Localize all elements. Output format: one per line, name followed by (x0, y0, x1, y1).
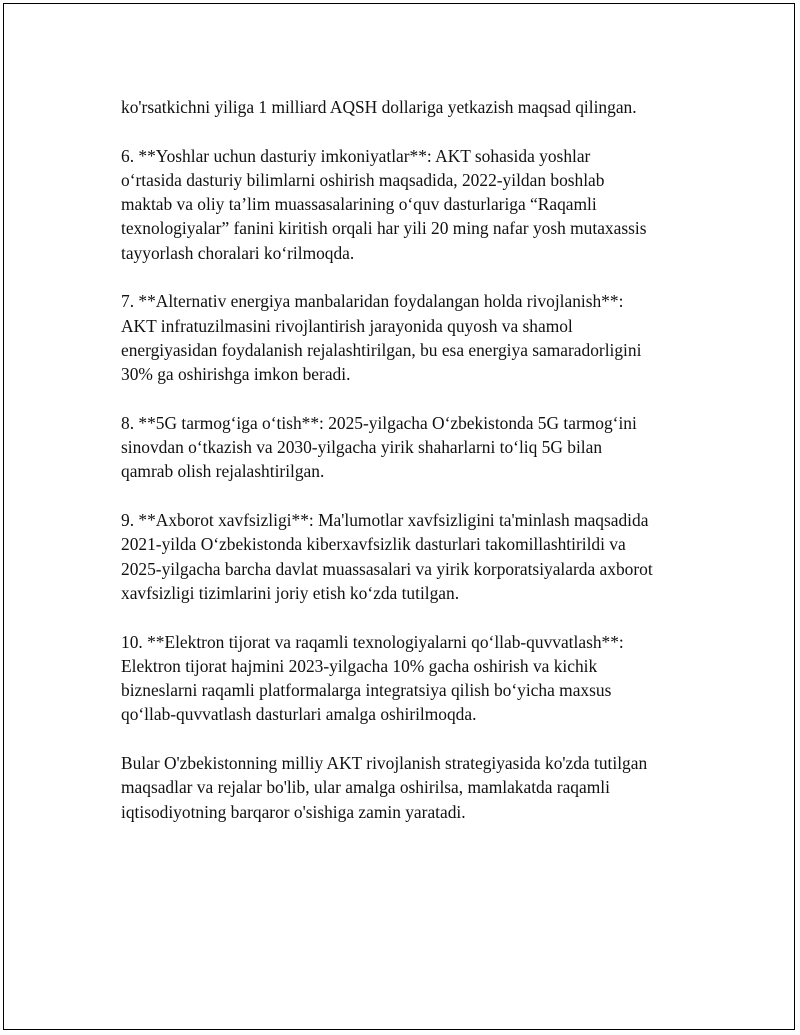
page-frame (3, 3, 795, 1030)
text-line: 2021-yilda O‘zbekistonda kiberxavfsizlik dasturlari takomillashtirildi va (121, 534, 626, 555)
text-line: 9. **Axborot xavfsizligi**: Ma'lumotlar xavfsizligini ta'minlash maqsadida (121, 510, 649, 531)
paragraph-item-9 (121, 508, 701, 605)
paragraph-item-8 (121, 411, 701, 484)
text-line: energiyasidan foydalanish rejalashtirilgan, bu esa energiya samaradorligini (121, 339, 642, 360)
text-line: 2025-yilgacha barcha davlat muassasalari va yirik korporatsiyalarda axborot (121, 558, 653, 579)
text-line: ko'rsatkichni yiliga 1 milliard AQSH dollariga yetkazish maqsad qilingan. (121, 97, 637, 117)
text-line: qamrab olish rejalashtirilgan. (121, 461, 325, 482)
text-line: Elektron tijorat hajmini 2023-yilgacha 10% gacha oshirish va kichik (121, 655, 598, 676)
document-body (121, 95, 701, 848)
text-line: bizneslarni raqamli platformalarga integratsiya qilish bo‘yicha maxsus (121, 680, 612, 701)
text-line: 7. **Alternativ energiya manbalaridan foydalangan holda rivojlanish**: (121, 291, 624, 312)
text-line: qo‘llab-quvvatlash dasturlari amalga oshirilmoqda. (121, 704, 477, 725)
text-line: 6. **Yoshlar uchun dasturiy imkoniyatlar**: AKT sohasida yoshlar (121, 145, 591, 166)
text-line: maktab va oliy ta’lim muassasalarining o‘quv dasturlariga “Raqamli (121, 194, 597, 215)
text-line: 10. **Elektron tijorat va raqamli texnologiyalarni qo‘llab-quvvatlash**: (121, 631, 624, 652)
text-line: sinovdan o‘tkazish va 2030-yilgacha yirik shaharlarni to‘liq 5G bilan (121, 437, 603, 458)
text-line: maqsadlar va rejalar bo'lib, ular amalga oshirilsa, mamlakatda raqamli (121, 777, 610, 798)
text-line: 8. **5G tarmog‘iga o‘tish**: 2025-yilgacha O‘zbekistonda 5G tarmog‘ini (121, 412, 637, 433)
text-line: 30% ga oshirishga imkon beradi. (121, 364, 351, 385)
paragraph-item-6 (121, 144, 701, 265)
text-line: AKT infratuzilmasini rivojlantirish jarayonida quyosh va shamol (121, 315, 573, 336)
paragraph-item-7 (121, 289, 701, 386)
text-line: xavfsizligi tizimlarini joriy etish ko‘zda tutilgan. (121, 582, 460, 603)
text-line: tayyorlash choralari ko‘rilmoqda. (121, 242, 355, 263)
text-line: o‘rtasida dasturiy bilimlarni oshirish maqsadida, 2022-yildan boshlab (121, 169, 605, 190)
paragraph-item-10 (121, 630, 701, 727)
paragraph-intro-tail (121, 95, 701, 119)
paragraph-conclusion (121, 751, 701, 824)
text-line: texnologiyalar” fanini kiritish orqali har yili 20 ming nafar yosh mutaxassis (121, 218, 647, 239)
text-line: iqtisodiyotning barqaror o'sishiga zamin yaratadi. (121, 801, 466, 822)
text-line: Bular O'zbekistonning milliy AKT rivojlanish strategiyasida ko'zda tutilgan (121, 753, 648, 774)
